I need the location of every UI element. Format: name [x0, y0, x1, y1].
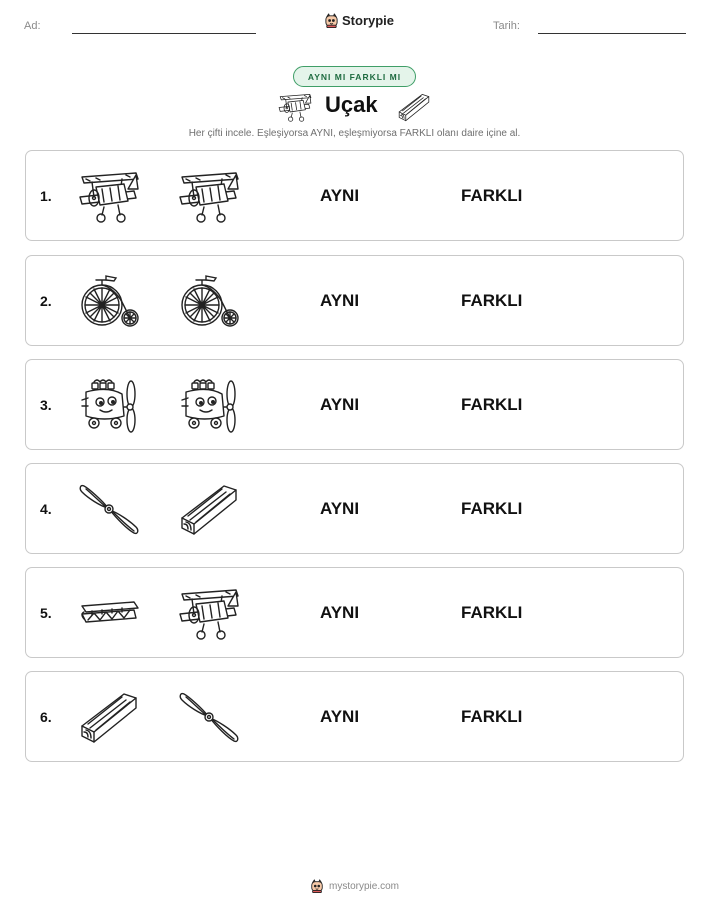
name-label: Ad: — [24, 20, 41, 32]
name-write-line[interactable] — [72, 33, 256, 34]
question-number: 5. — [40, 605, 52, 621]
different-option[interactable]: FARKLI — [461, 707, 523, 726]
brand-name: Storypie — [342, 13, 395, 28]
question-card — [25, 671, 684, 762]
date-label: Tarih: — [493, 20, 520, 32]
different-option[interactable]: FARKLI — [461, 603, 523, 622]
same-option[interactable]: AYNI — [320, 186, 360, 205]
question-card — [25, 359, 684, 450]
wood-plank-icon — [78, 688, 140, 746]
date-write-line[interactable] — [538, 33, 686, 34]
same-option[interactable]: AYNI — [320, 395, 360, 414]
different-option[interactable]: FARKLI — [461, 499, 523, 518]
question-card — [25, 255, 684, 346]
wood-plank-icon — [397, 91, 431, 123]
storypie-mascot-icon — [324, 13, 339, 28]
biplane-icon — [178, 584, 240, 642]
propeller-icon — [78, 480, 140, 538]
same-option[interactable]: AYNI — [320, 291, 360, 310]
wood-plank-icon — [178, 480, 240, 538]
instruction-text: Her çifti incele. Eşleşiyorsa AYNI, eşleşmiyorsa FARKLI olanı daire içine al. — [188, 128, 521, 139]
propeller-icon — [178, 688, 240, 746]
title-row — [270, 90, 440, 124]
cartoon-plane-icon — [78, 376, 140, 434]
footer — [0, 879, 709, 893]
different-option[interactable]: FARKLI — [461, 186, 523, 205]
different-option[interactable]: FARKLI — [461, 291, 523, 310]
penny-farthing-icon — [78, 272, 140, 330]
question-card — [25, 463, 684, 554]
question-number: 3. — [40, 397, 52, 413]
question-number: 1. — [40, 188, 52, 204]
question-number: 6. — [40, 709, 52, 725]
question-number: 2. — [40, 293, 52, 309]
question-number: 4. — [40, 501, 52, 517]
question-card — [25, 150, 684, 241]
storypie-mascot-icon — [310, 879, 324, 893]
penny-farthing-icon — [178, 272, 240, 330]
plane-wing-icon — [78, 584, 140, 642]
biplane-icon — [278, 91, 312, 123]
page-title: Uçak — [325, 92, 378, 117]
worksheet-type-badge: AYNI MI FARKLI MI — [293, 66, 416, 87]
cartoon-plane-icon — [178, 376, 240, 434]
biplane-icon — [78, 167, 140, 225]
same-option[interactable]: AYNI — [320, 499, 360, 518]
footer-url[interactable]: mystorypie.com — [328, 880, 399, 892]
same-option[interactable]: AYNI — [320, 603, 360, 622]
question-card — [25, 567, 684, 658]
biplane-icon — [178, 167, 240, 225]
worksheet-header — [0, 0, 709, 50]
brand-logo — [324, 13, 394, 28]
different-option[interactable]: FARKLI — [461, 395, 523, 414]
same-option[interactable]: AYNI — [320, 707, 360, 726]
